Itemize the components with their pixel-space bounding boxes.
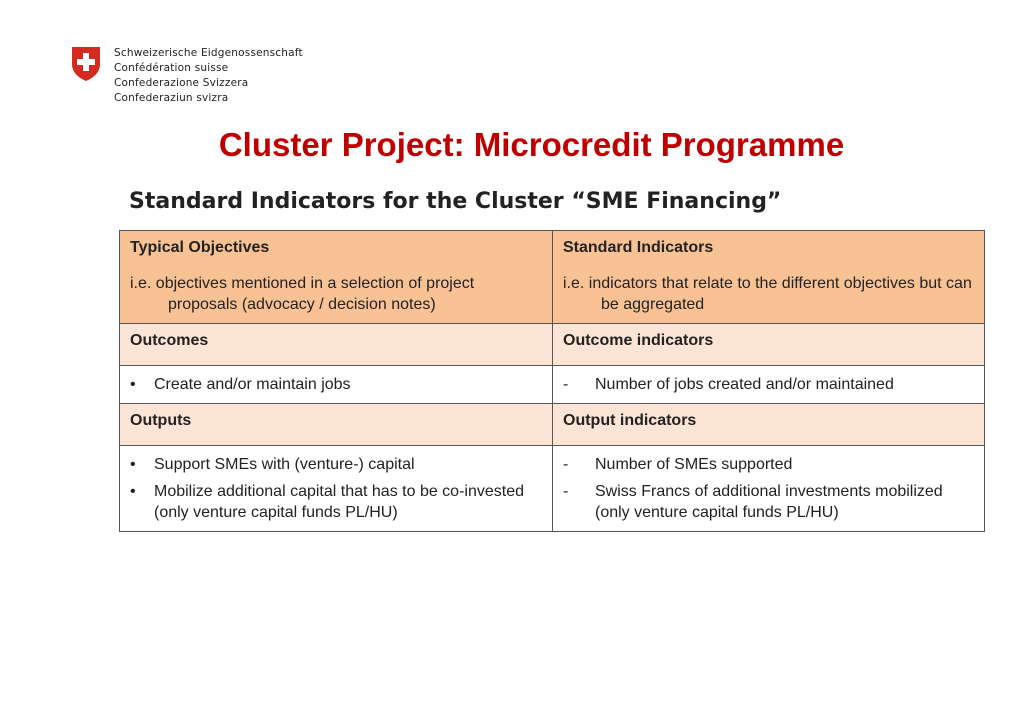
output-item-text: Support SMEs with (venture-) capital [154,456,415,473]
swiss-cross-shield-icon [70,46,102,82]
header-indicators-text: i.e. indicators that relate to the different objectives but can be aggregated [563,275,972,313]
logo-line-de: Schweizerische Eidgenossenschaft [114,47,303,59]
confederation-names [114,46,303,106]
logo-line-rm: Confederaziun svizra [114,92,229,104]
output-item-text: Mobilize additional capital that has to be co-invested (only venture capital funds PL/HU) [154,483,524,521]
confederation-logo [70,46,303,106]
output-indicator-text: Swiss Francs of additional investments mobilized (only venture capital funds PL/HU) [595,483,943,521]
outcome-indicator-text: Number of jobs created and/or maintained [595,376,894,393]
output-indicators-title: Output indicators [563,412,697,429]
list-item [563,374,974,395]
indicators-table [119,230,985,532]
bullet-marker: • [130,483,136,500]
outcomes-section-row [120,324,985,366]
dash-marker: - [563,376,569,393]
outcomes-title-cell [120,324,553,366]
outcome-indicators-title: Outcome indicators [563,332,714,349]
outcomes-title: Outcomes [130,332,209,349]
output-indicators-title-cell [553,404,985,446]
output-indicators-list-cell [553,446,985,532]
table-header-row [120,231,985,324]
output-indicator-text: Number of SMEs supported [595,456,793,473]
list-item [563,454,974,475]
outcomes-content-row [120,366,985,404]
logo-line-it: Confederazione Svizzera [114,77,249,89]
outcome-item-text: Create and/or maintain jobs [154,376,351,393]
table-subtitle: Standard Indicators for the Cluster “SME Financing” [129,189,782,214]
header-indicators-title: Standard Indicators [563,239,714,256]
header-cell-indicators [553,231,985,324]
dash-marker: - [563,456,569,473]
outcome-indicators-list-cell [553,366,985,404]
outputs-title-cell [120,404,553,446]
header-objectives-text: i.e. objectives mentioned in a selection of project proposals (advocacy / decision notes) [130,275,475,313]
outputs-section-row [120,404,985,446]
logo-line-fr: Confédération suisse [114,62,229,74]
list-item [130,454,542,475]
outcomes-list-cell [120,366,553,404]
list-item [130,374,542,395]
outputs-title: Outputs [130,412,192,429]
slide-title: Cluster Project: Microcredit Programme [218,126,845,163]
bullet-marker: • [130,456,136,473]
list-item [130,481,542,523]
outcome-indicators-title-cell [553,324,985,366]
outputs-list-cell [120,446,553,532]
bullet-marker: • [130,376,136,393]
outputs-content-row [120,446,985,532]
dash-marker: - [563,483,569,500]
list-item [563,481,974,523]
header-cell-objectives [120,231,553,324]
header-objectives-title: Typical Objectives [130,239,270,256]
